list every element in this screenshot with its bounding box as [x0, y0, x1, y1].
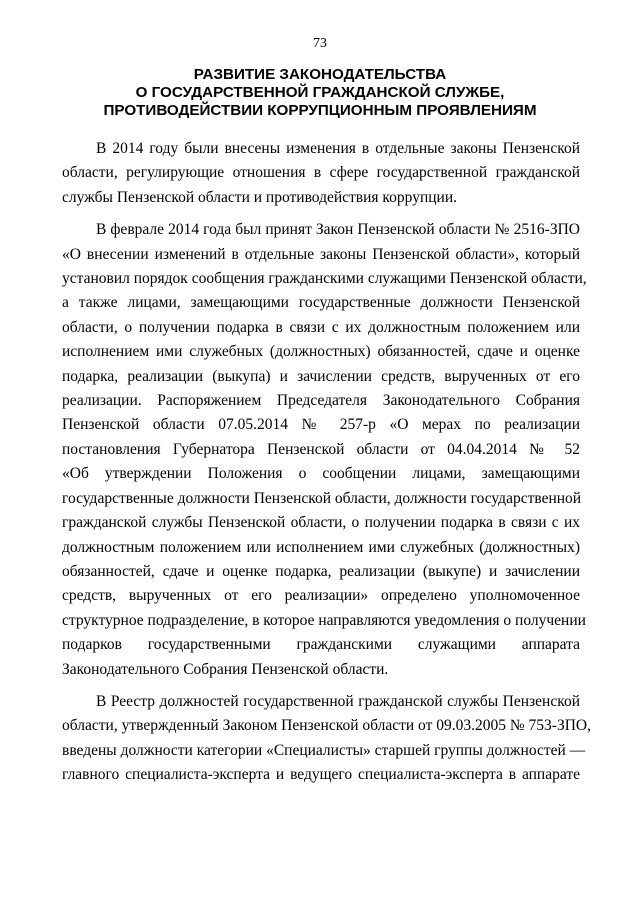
paragraph-line: реализации. Распоряжением Председателя Законодательного Собрания: [62, 392, 580, 410]
paragraph: [62, 218, 587, 682]
paragraph-line: а также лицами, замещающими государственные должности Пензенской: [62, 294, 580, 312]
paragraph-line: В Реестр должностей государственной гражданской службы Пензенской: [96, 692, 580, 710]
heading-line: ПРОТИВОДЕЙСТВИИ КОРРУПЦИОННЫМ ПРОЯВЛЕНИЯМ: [103, 102, 537, 119]
heading-line: О ГОСУДАРСТВЕННОЙ ГРАЖДАНСКОЙ СЛУЖБЕ,: [135, 84, 505, 101]
paragraph-line: средств, вырученных от его реализации» определено уполномоченное: [62, 587, 580, 605]
paragraph-line: главного специалиста-эксперта и ведущего специалиста-эксперта в аппарате: [62, 766, 580, 784]
paragraph-line: введены должности категории «Специалисты» старшей группы должностей —: [62, 741, 586, 759]
paragraph-line: области, регулирующие отношения в сфере государственной гражданской: [62, 164, 580, 182]
paragraph-line: области, утвержденный Законом Пензенской области от 09.03.2005 № 753-ЗПО,: [62, 717, 591, 735]
paragraph-line: исполнением ими служебных (должностных) обязанностей, сдаче и оценке: [62, 343, 580, 361]
paragraph-line: обязанностей, сдаче и оценке подарка, реализации (выкупе) и зачислении: [62, 562, 580, 580]
paragraph: [62, 690, 591, 788]
paragraph-line: «Об утверждении Положения о сообщении лицами, замещающими: [62, 465, 580, 483]
paragraph-line: В феврале 2014 года был принят Закон Пензенской области № 2516-ЗПО: [96, 221, 580, 239]
paragraph: [62, 137, 580, 210]
paragraph-line: постановления Губернатора Пензенской области от 04.04.2014 № 52: [62, 440, 580, 458]
paragraph-line: структурное подразделение, в которое направляются уведомления о получении: [62, 611, 586, 629]
paragraph-line: «О внесении изменений в отдельные законы Пензенской области», который: [62, 245, 580, 263]
paragraph-line: Законодательного Собрания Пензенской области.: [62, 660, 389, 678]
body-text: [62, 137, 591, 796]
paragraph-line: установил порядок сообщения гражданскими служащими Пензенской области,: [62, 270, 587, 288]
paragraph-line: Пензенской области 07.05.2014 № 257-р «О мерах по реализации: [62, 416, 580, 434]
paragraph-line: В 2014 году были внесены изменения в отдельные законы Пензенской: [96, 140, 580, 157]
heading-line: РАЗВИТИЕ ЗАКОНОДАТЕЛЬСТВА: [193, 66, 447, 83]
paragraph-line: службы Пензенской области и противодействия коррупции.: [62, 188, 458, 206]
paragraph-line: области, о получении подарка в связи с их должностным положением или: [62, 318, 580, 336]
paragraph-line: подарков государственными гражданскими служащими аппарата: [62, 636, 580, 654]
paragraph-line: государственные должности Пензенской области, должности государственной: [62, 489, 582, 507]
paragraph-line: гражданской службы Пензенской области, о получении подарка в связи с их: [62, 514, 580, 532]
page-number: 73: [313, 36, 327, 51]
section-heading: [60, 66, 580, 120]
paragraph-line: подарка, реализации (выкупа) и зачислении средств, вырученных от его: [62, 367, 580, 385]
paragraph-line: должностным положением или исполнением ими служебных (должностных): [62, 538, 580, 556]
